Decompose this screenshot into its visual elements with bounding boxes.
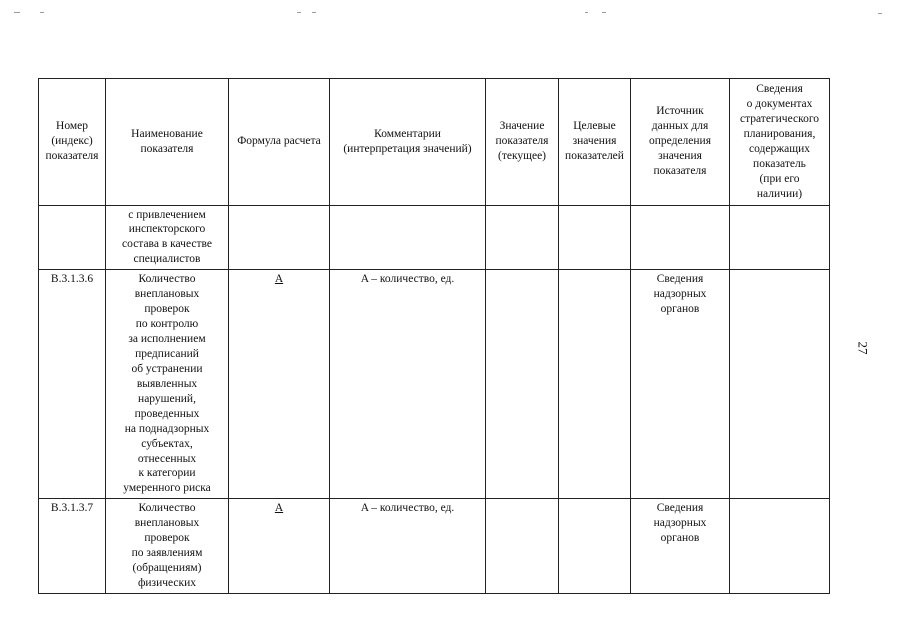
header-index: Номер (индекс) показателя bbox=[39, 79, 106, 206]
cell-index bbox=[39, 205, 106, 270]
indicators-table bbox=[38, 78, 830, 594]
scan-speck bbox=[297, 12, 301, 13]
cell-formula bbox=[229, 270, 330, 499]
header-current-value: Значение показателя (текущее) bbox=[486, 79, 559, 206]
cell-current-value bbox=[486, 499, 559, 594]
cell-formula bbox=[229, 499, 330, 594]
cell-target-value bbox=[559, 270, 631, 499]
table-row bbox=[39, 270, 830, 499]
cell-current-value bbox=[486, 205, 559, 270]
cell-strategic-docs bbox=[730, 205, 830, 270]
scan-speck bbox=[40, 12, 44, 13]
cell-target-value bbox=[559, 499, 631, 594]
scan-speck bbox=[585, 12, 588, 13]
formula-text: A bbox=[274, 273, 284, 286]
scan-speck bbox=[878, 13, 882, 14]
cell-index: В.3.1.3.7 bbox=[39, 499, 106, 594]
cell-target-value bbox=[559, 205, 631, 270]
cell-index: В.3.1.3.6 bbox=[39, 270, 106, 499]
cell-comment: A – количество, ед. bbox=[330, 270, 486, 499]
header-name: Наименование показателя bbox=[106, 79, 229, 206]
formula-text: A bbox=[274, 502, 284, 515]
cell-source bbox=[631, 205, 730, 270]
cell-name: Количество внеплановых проверок по контролю за исполнением предписаний об устранении выявленных нарушений, проведенных на поднадзорных субъектах, отнесенных к категории умеренного риска bbox=[106, 270, 229, 499]
cell-current-value bbox=[486, 270, 559, 499]
cell-comment bbox=[330, 205, 486, 270]
page-number: 27 bbox=[855, 341, 871, 355]
cell-name: с привлечением инспекторского состава в качестве специалистов bbox=[106, 205, 229, 270]
header-target-values: Целевые значения показателей bbox=[559, 79, 631, 206]
table-row bbox=[39, 499, 830, 594]
cell-formula bbox=[229, 205, 330, 270]
header-formula: Формула расчета bbox=[229, 79, 330, 206]
cell-name: Количество внеплановых проверок по заявлениям (обращениям) физических bbox=[106, 499, 229, 594]
header-strategic-docs: Сведения о документах стратегического планирования, содержащих показатель (при его наличии) bbox=[730, 79, 830, 206]
scan-speck bbox=[14, 12, 20, 13]
cell-source: Сведения надзорных органов bbox=[631, 499, 730, 594]
table-header-row bbox=[39, 79, 830, 206]
scan-speck bbox=[602, 12, 606, 13]
scan-speck bbox=[312, 12, 316, 13]
cell-comment: A – количество, ед. bbox=[330, 499, 486, 594]
cell-strategic-docs bbox=[730, 270, 830, 499]
cell-strategic-docs bbox=[730, 499, 830, 594]
cell-source: Сведения надзорных органов bbox=[631, 270, 730, 499]
table-row bbox=[39, 205, 830, 270]
header-data-source: Источник данных для определения значения показателя bbox=[631, 79, 730, 206]
header-comments: Комментарии (интерпретация значений) bbox=[330, 79, 486, 206]
